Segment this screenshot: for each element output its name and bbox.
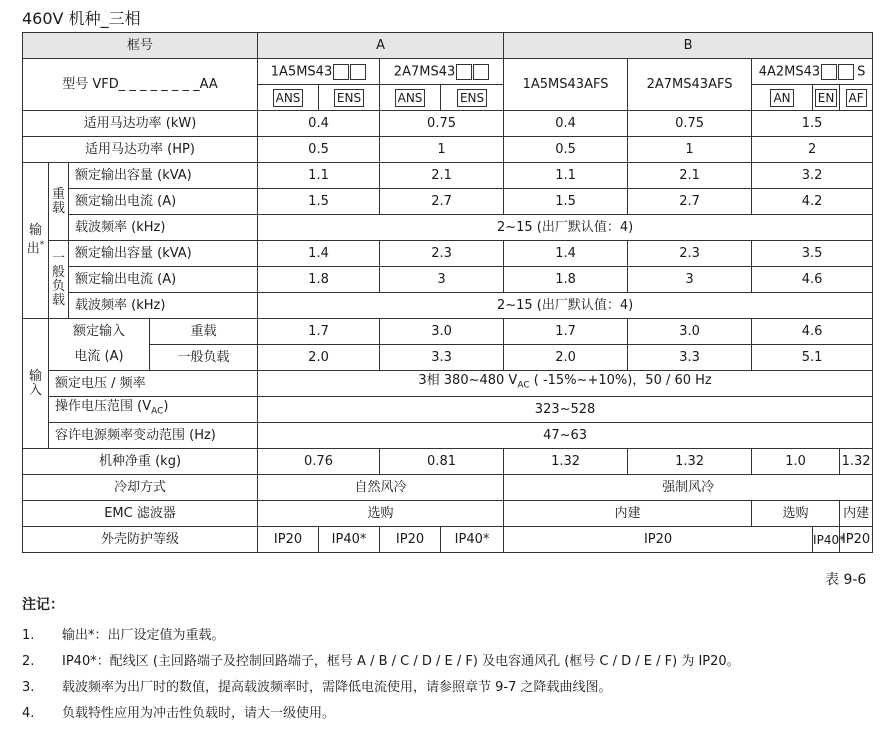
suffix-ens: ENS — [334, 89, 364, 107]
ip-value: IP40* — [813, 527, 840, 553]
page-title: 460V 机种_三相 — [22, 9, 141, 28]
input-label: 输入 — [23, 319, 49, 449]
suffix-af: AF — [846, 89, 867, 107]
note-number: 2. — [22, 654, 35, 669]
normal-a-value: 1.8 — [258, 267, 380, 293]
suffix-ans: ANS — [273, 89, 304, 107]
note-text: 载波频率为出厂时的数值，提高载波频率时，需降低电流使用，请参照章节 9-7 之降载曲线图。 — [62, 680, 612, 695]
in-normal-value: 5.1 — [752, 345, 873, 371]
model-b2: 2A7MS43AFS — [628, 59, 752, 111]
ip-value: IP40* — [319, 527, 380, 553]
output-star: * — [39, 240, 45, 251]
blank-box — [456, 64, 472, 80]
heavy-kva-value: 3.2 — [752, 163, 873, 189]
ip-label: 外壳防护等级 — [23, 527, 258, 553]
voltage-post: ( -15%~+10%)，50 / 60 Hz — [529, 373, 712, 389]
model-a1 — [258, 59, 380, 85]
ip-value: IP20 — [504, 527, 813, 553]
in-normal-value: 3.3 — [380, 345, 504, 371]
blank-box — [473, 64, 489, 80]
weight-value: 1.32 — [840, 449, 873, 475]
note-text: 输出*：出厂设定值为重载。 — [62, 628, 225, 643]
op-range-sub: AC — [151, 406, 164, 417]
op-range-label — [49, 397, 258, 423]
hp-value: 1 — [380, 137, 504, 163]
freq-range-label: 容许电源频率变动范围 (Hz) — [49, 423, 258, 449]
kw-value: 0.75 — [380, 111, 504, 137]
normal-a-value: 1.8 — [504, 267, 628, 293]
heavy-carrier-value: 2~15 (出厂默认值：4) — [258, 215, 873, 241]
emc-b-optional: 选购 — [752, 501, 840, 527]
suffix-ens: ENS — [457, 89, 487, 107]
kw-value: 0.4 — [258, 111, 380, 137]
kw-value: 0.4 — [504, 111, 628, 137]
voltage-label: 额定电压 / 频率 — [49, 371, 258, 397]
model-header: 型号 VFD_ _ _ _ _ _ _ _AA — [23, 59, 258, 111]
weight-value: 0.76 — [258, 449, 380, 475]
weight-value: 1.32 — [504, 449, 628, 475]
kw-value: 1.5 — [752, 111, 873, 137]
hp-value: 0.5 — [258, 137, 380, 163]
ip-value: IP20 — [258, 527, 319, 553]
table-reference: 表 9-6 — [825, 572, 867, 588]
voltage-value — [258, 371, 873, 397]
suffix-cell — [258, 85, 319, 111]
normal-kva-value: 3.5 — [752, 241, 873, 267]
model-b3-suffix: S — [857, 64, 866, 79]
normal-label — [49, 241, 69, 319]
weight-value: 1.0 — [752, 449, 840, 475]
suffix-cell — [380, 85, 441, 111]
rated-input-line2: 电流 (A) — [49, 345, 150, 371]
op-range-pre: 操作电压范围 (V — [55, 399, 152, 415]
ip-value: IP40* — [441, 527, 504, 553]
weight-value: 0.81 — [380, 449, 504, 475]
rated-input-line1: 额定输入 — [49, 319, 150, 345]
voltage-pre: 3相 380~480 V — [418, 373, 518, 389]
hp-value: 0.5 — [504, 137, 628, 163]
in-normal-value: 3.3 — [628, 345, 752, 371]
heavy-kva-value: 1.1 — [258, 163, 380, 189]
emc-a: 选购 — [258, 501, 504, 527]
blank-box — [350, 64, 366, 80]
heavy-a-value: 1.5 — [258, 189, 380, 215]
ip-value: IP20 — [380, 527, 441, 553]
suffix-cell — [441, 85, 504, 111]
ip-value: IP20 — [840, 527, 873, 553]
hp-label: 适用马达功率 (HP) — [23, 137, 258, 163]
cooling-a: 自然风冷 — [258, 475, 504, 501]
normal-a-value: 3 — [628, 267, 752, 293]
freq-range-value: 47~63 — [258, 423, 873, 449]
spec-table — [22, 32, 873, 553]
kw-value: 0.75 — [628, 111, 752, 137]
note-text: IP40*：配线区 (主回路端子及控制回路端子，框号 A / B / C / D / E / F) 及电容通风孔 (框号 C / D / E / F) 为 IP20。 — [62, 654, 740, 669]
suffix-cell — [319, 85, 380, 111]
normal-carrier-value: 2~15 (出厂默认值：4) — [258, 293, 873, 319]
normal-kva-value: 1.4 — [258, 241, 380, 267]
emc-label: EMC 滤波器 — [23, 501, 258, 527]
heavy-label: 重载 — [49, 163, 69, 241]
in-normal-value: 2.0 — [504, 345, 628, 371]
note-number: 3. — [22, 680, 35, 695]
suffix-en: EN — [815, 89, 838, 107]
model-b1: 1A5MS43AFS — [504, 59, 628, 111]
kw-label: 适用马达功率 (kW) — [23, 111, 258, 137]
in-heavy-value: 1.7 — [258, 319, 380, 345]
weight-value: 1.32 — [628, 449, 752, 475]
heavy-a-value: 1.5 — [504, 189, 628, 215]
note-item — [22, 650, 740, 669]
model-b3 — [752, 59, 873, 85]
model-a2-text: 2A7MS43 — [393, 64, 456, 79]
heavy-a-value: 4.2 — [752, 189, 873, 215]
suffix-cell — [813, 85, 840, 111]
heavy-carrier-label: 载波频率 (kHz) — [69, 215, 258, 241]
heavy-kva-label: 额定输出容量 (kVA) — [69, 163, 258, 189]
normal-label-line1: 一般 — [51, 250, 65, 280]
op-range-post: ) — [163, 399, 169, 415]
notes-title: 注记： — [22, 597, 64, 613]
normal-kva-value: 2.3 — [380, 241, 504, 267]
in-normal-label: 一般负载 — [150, 345, 258, 371]
cooling-b: 强制风冷 — [504, 475, 873, 501]
heavy-a-label: 额定输出电流 (A) — [69, 189, 258, 215]
normal-a-label: 额定输出电流 (A) — [69, 267, 258, 293]
model-a1-text: 1A5MS43 — [270, 64, 333, 79]
model-b3-text: 4A2MS43 — [758, 64, 821, 79]
heavy-kva-value: 2.1 — [380, 163, 504, 189]
normal-kva-value: 1.4 — [504, 241, 628, 267]
output-label-text: 输出 — [26, 223, 42, 257]
hp-value: 1 — [628, 137, 752, 163]
normal-a-value: 4.6 — [752, 267, 873, 293]
blank-box — [838, 64, 854, 80]
blank-box — [821, 64, 837, 80]
op-range-value: 323~528 — [258, 397, 873, 423]
model-a2 — [380, 59, 504, 85]
normal-kva-value: 2.3 — [628, 241, 752, 267]
normal-label-line2: 负载 — [51, 278, 65, 308]
frame-b-header: B — [504, 33, 873, 59]
normal-kva-label: 额定输出容量 (kVA) — [69, 241, 258, 267]
suffix-an: AN — [770, 89, 793, 107]
heavy-kva-value: 2.1 — [628, 163, 752, 189]
hp-value: 2 — [752, 137, 873, 163]
note-number: 1. — [22, 628, 35, 643]
note-item — [22, 624, 225, 643]
output-label — [23, 163, 49, 319]
frame-header: 框号 — [23, 33, 258, 59]
heavy-kva-value: 1.1 — [504, 163, 628, 189]
blank-box — [333, 64, 349, 80]
heavy-a-value: 2.7 — [628, 189, 752, 215]
note-number: 4. — [22, 706, 35, 721]
frame-a-header: A — [258, 33, 504, 59]
note-item — [22, 676, 612, 695]
in-heavy-value: 4.6 — [752, 319, 873, 345]
in-heavy-value: 3.0 — [380, 319, 504, 345]
emc-b-builtin-last: 内建 — [840, 501, 873, 527]
cooling-label: 冷却方式 — [23, 475, 258, 501]
emc-b-builtin: 内建 — [504, 501, 752, 527]
suffix-cell — [752, 85, 813, 111]
normal-carrier-label: 载波频率 (kHz) — [69, 293, 258, 319]
in-normal-value: 2.0 — [258, 345, 380, 371]
normal-a-value: 3 — [380, 267, 504, 293]
weight-label: 机种净重 (kg) — [23, 449, 258, 475]
note-text: 负载特性应用为冲击性负载时，请大一级使用。 — [62, 706, 336, 721]
suffix-ans: ANS — [395, 89, 426, 107]
voltage-sub: AC — [517, 380, 530, 391]
in-heavy-value: 3.0 — [628, 319, 752, 345]
in-heavy-value: 1.7 — [504, 319, 628, 345]
suffix-cell — [840, 85, 873, 111]
heavy-a-value: 2.7 — [380, 189, 504, 215]
in-heavy-label: 重载 — [150, 319, 258, 345]
note-item — [22, 702, 335, 721]
